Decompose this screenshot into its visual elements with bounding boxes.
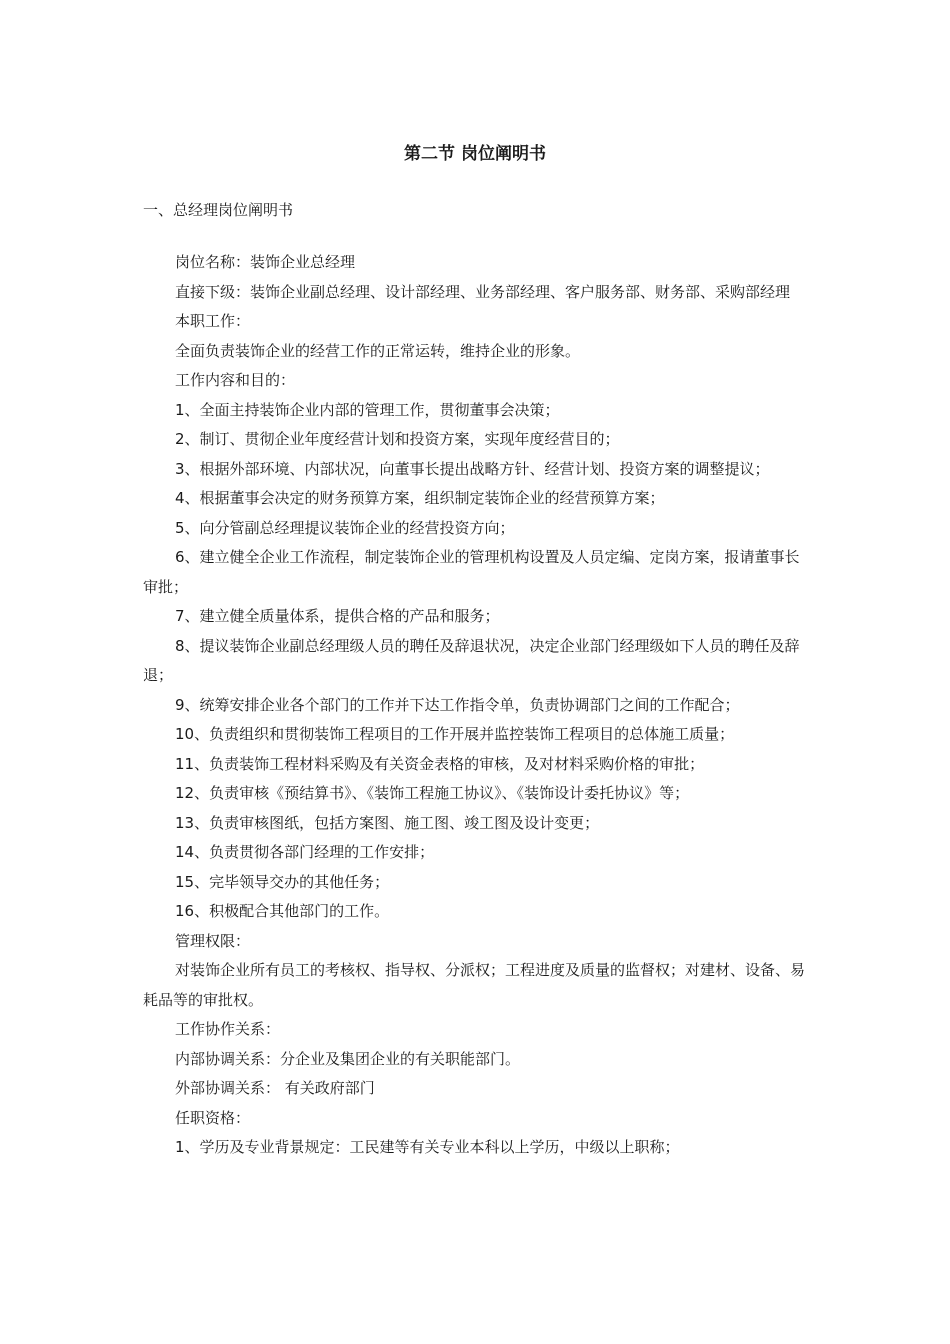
paragraph-position-name: 岗位名称：装饰企业总经理 <box>175 253 356 271</box>
list-item: 14、负责贯彻各部门经理的工作安排； <box>175 843 435 861</box>
paragraph-authority: 对装饰企业所有员工的考核权、指导权、分派权；工程进度及质量的监督权；对建材、设备、易耗品等的审批权。 <box>143 961 806 1009</box>
paragraph-work-content-label: 工作内容和目的： <box>175 371 296 389</box>
document-body <box>143 248 811 1163</box>
list-item: 15、完毕领导交办的其他任务； <box>175 872 390 891</box>
list-item: 10、负责组织和贯彻装饰工程项目的工作开展并监控装饰工程项目的总体施工质量； <box>175 725 735 743</box>
paragraph-duty: 全面负责装饰企业的经营工作的正常运转，维持企业的形象。 <box>175 341 581 360</box>
list-item: 7、建立健全质量体系，提供合格的产品和服务； <box>175 607 500 625</box>
list-item: 13、负责审核图纸，包括方案图、施工图、竣工图及设计变更； <box>175 813 600 832</box>
paragraph-external-relations: 外部协调关系： 有关政府部门 <box>175 1079 375 1097</box>
list-item: 3、根据外部环境、内部状况，向董事长提出战略方针、经营计划、投资方案的调整提议； <box>175 459 770 478</box>
paragraph-direct-subordinates: 直接下级：装饰企业副总经理、设计部经理、业务部经理、客户服务部、财务部、采购部经理 <box>175 282 791 301</box>
list-item: 16、积极配合其他部门的工作。 <box>175 902 390 920</box>
list-item: 5、向分管副总经理提议装饰企业的经营投资方向； <box>175 518 515 537</box>
list-item: 8、提议装饰企业副总经理级人员的聘任及辞退状况，决定企业部门经理级如下人员的聘任及辞退； <box>143 636 800 684</box>
paragraph-internal-relations: 内部协调关系：分企业及集团企业的有关职能部门。 <box>175 1049 521 1068</box>
list-item: 4、根据董事会决定的财务预算方案，组织制定装饰企业的经营预算方案； <box>175 489 665 507</box>
page-title: 第二节 岗位阐明书 <box>404 144 546 164</box>
list-item: 1、学历及专业背景规定：工民建等有关专业本科以上学历，中级以上职称； <box>175 1138 680 1156</box>
paragraph-duty-label: 本职工作： <box>175 312 251 330</box>
section-heading: 一、总经理岗位阐明书 <box>143 201 294 219</box>
list-item: 11、负责装饰工程材料采购及有关资金表格的审核，及对材料采购价格的审批； <box>175 754 705 773</box>
list-item: 9、统筹安排企业各个部门的工作并下达工作指令单，负责协调部门之间的工作配合； <box>175 695 740 714</box>
list-item: 2、制订、贯彻企业年度经营计划和投资方案，实现年度经营目的； <box>175 430 620 448</box>
list-item: 12、负责审核《预结算书》、《装饰工程施工协议》、《装饰设计委托协议》等； <box>175 784 690 802</box>
paragraph-relations-label: 工作协作关系： <box>175 1020 281 1038</box>
paragraph-authority-label: 管理权限： <box>175 931 251 950</box>
list-item: 6、建立健全企业工作流程，制定装饰企业的管理机构设置及人员定编、定岗方案，报请董事长审批； <box>143 548 800 596</box>
paragraph-qualifications-label: 任职资格： <box>175 1108 251 1127</box>
list-item: 1、全面主持装饰企业内部的管理工作，贯彻董事会决策； <box>175 400 560 419</box>
